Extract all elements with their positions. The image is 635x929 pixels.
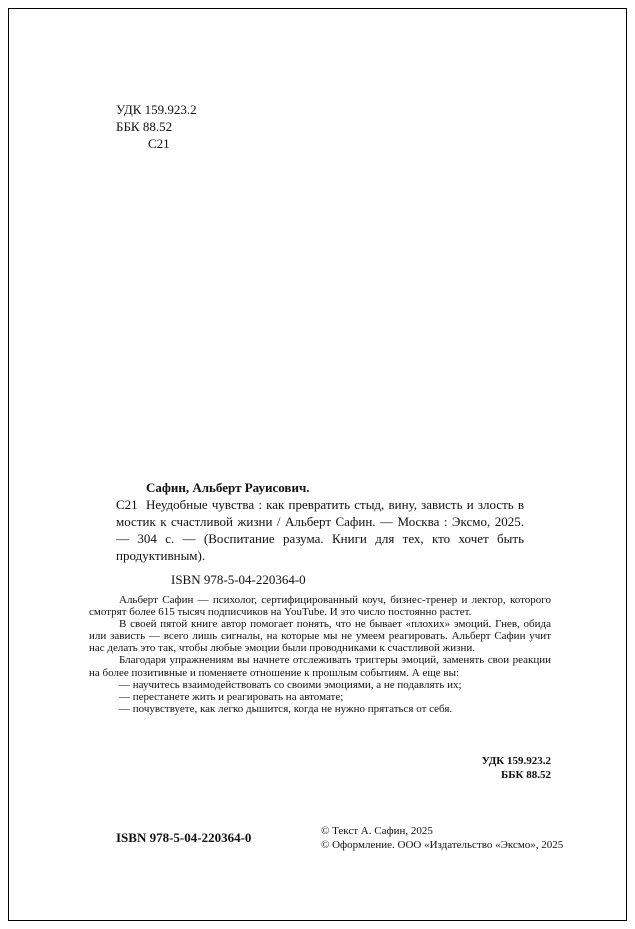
copyright-block	[321, 825, 563, 852]
biblio-author-sign: С21	[116, 497, 138, 512]
udk-code-bottom: УДК 159.923.2	[481, 755, 551, 767]
annotation-paragraph-2: В своей пятой книге автор помогает понять, что не бывает «плохих» эмоций. Гнев, обида или зависть — всего лишь сигналы, на которые мы не умеем реагировать. Альберт Сафин учит нас делать это так, чтобы любые эмоции были проводниками к счастливой жизни.	[89, 618, 551, 655]
page-border-frame	[8, 8, 627, 921]
footer-isbn: ISBN 978-5-04-220364-0	[116, 830, 252, 845]
bbk-code-bottom: ББК 88.52	[500, 769, 551, 781]
biblio-author: Сафин, Альберт Рауисович.	[146, 480, 310, 495]
author-sign-code: С21	[148, 136, 170, 151]
annotation-list-item: — почувствуете, как легко дышится, когда не нужно прятаться от себя.	[119, 702, 453, 715]
annotation-paragraph-3: Благодаря упражнениям вы начнете отслеживать триггеры эмоций, заменять свои реакции на более позитивные и поменяете отношение к прошлым событиям. А еще вы:	[89, 654, 551, 679]
annotation-paragraph-1: Альберт Сафин — психолог, сертифицированный коуч, бизнес-тренер и лектор, которого смотрят более 615 тысяч подписчиков на YouTube. И это число постоянно растет.	[89, 594, 551, 619]
annotation-list-item: — научитесь взаимодействовать со своими эмоциями, а не подавлять их;	[119, 678, 462, 691]
biblio-description: Неудобные чувства : как превратить стыд, вину, зависть и злость в мостик к счастливой жизни / Альберт Сафин. — Москва : Эксмо, 2025. — 304 с. — (Воспитание разума. Книги для тех, кто хочет быть продуктивным).	[116, 497, 524, 563]
udk-code: УДК 159.923.2	[116, 102, 197, 117]
copyright-text-line: © Текст А. Сафин, 2025	[321, 825, 433, 837]
bibliographic-record	[116, 479, 524, 588]
biblio-isbn: ISBN 978-5-04-220364-0	[171, 572, 306, 587]
top-classification-block	[116, 101, 197, 152]
copyright-design-line: © Оформление. ООО «Издательство «Эксмо», 2025	[321, 838, 564, 851]
bbk-code: ББК 88.52	[116, 119, 173, 134]
bottom-classification-block	[89, 754, 551, 782]
annotation-block	[89, 594, 551, 715]
annotation-list-item: — перестанете жить и реагировать на автомате;	[119, 690, 344, 703]
